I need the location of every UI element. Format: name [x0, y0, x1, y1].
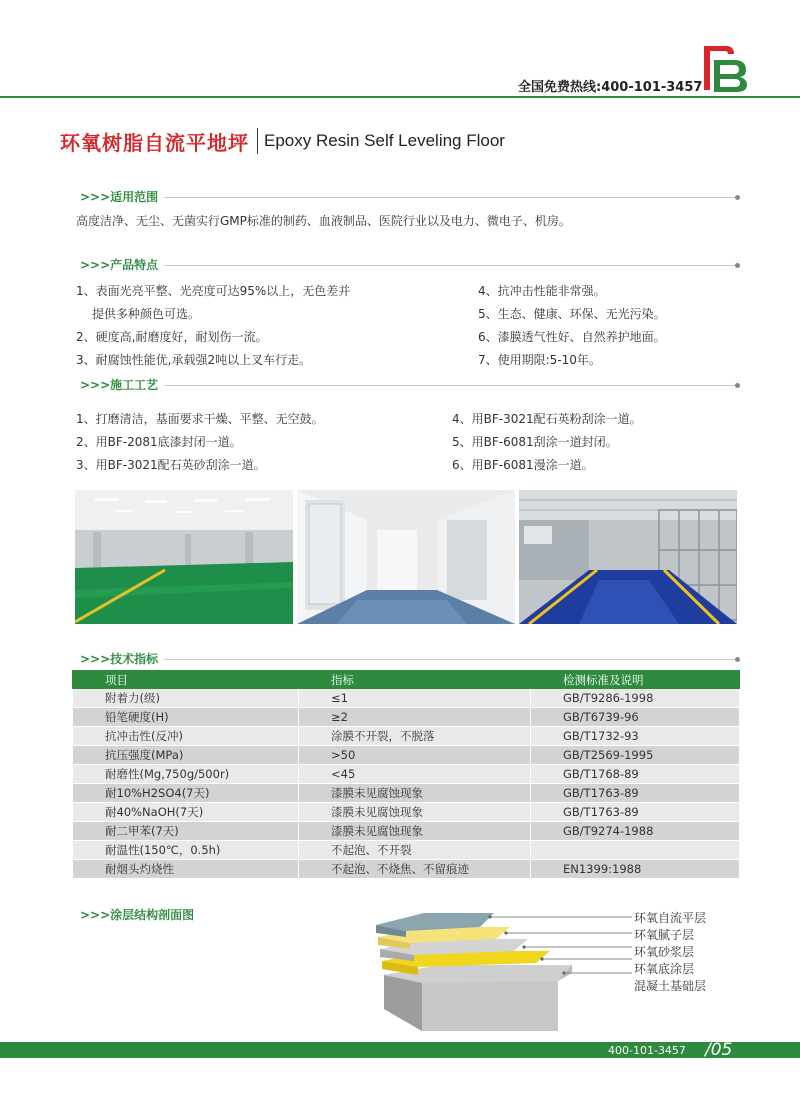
- feature-item: 1、表面光亮平整、光亮度可达95%以上，无色差并: [76, 284, 351, 298]
- feature-item: 6、漆膜透气性好、自然养护地面。: [478, 330, 666, 344]
- photo-blue-corridor: [297, 490, 515, 624]
- table-cell: 漆膜未见腐蚀现象: [299, 803, 531, 822]
- table-row: [73, 765, 740, 784]
- feature-item: 5、生态、健康、环保、无光污染。: [478, 307, 666, 321]
- table-cell: GB/T6739-96: [531, 708, 740, 727]
- column-header: 项目: [73, 671, 299, 689]
- table-cell: GB/T1732-93: [531, 727, 740, 746]
- section-rule: [80, 385, 738, 386]
- process-step: 5、用BF-6081刮涂一道封闭。: [452, 435, 618, 449]
- table-cell: GB/T1768-89: [531, 765, 740, 784]
- title-chinese: 环氧树脂自流平地坪: [60, 130, 249, 155]
- section-heading-scope: [80, 188, 738, 204]
- layer-label: 环氧砂浆层: [634, 945, 695, 959]
- table-cell: [531, 841, 740, 860]
- table-cell: 涂膜不开裂，不脱落: [299, 727, 531, 746]
- photo-blue-workshop: [519, 490, 737, 624]
- table-cell: 耐温性(150℃，0.5h): [73, 841, 299, 860]
- section-rule: [80, 659, 738, 660]
- page-title: [60, 128, 505, 154]
- section-label: >>>施工工艺: [80, 376, 164, 393]
- table-row: [73, 841, 740, 860]
- table-cell: ≤1: [299, 689, 531, 708]
- table-cell: 抗冲击性(反冲): [73, 727, 299, 746]
- table-cell: 耐10%H2SO4(7天): [73, 784, 299, 803]
- column-header: 检测标准及说明: [531, 671, 740, 689]
- table-cell: 不起泡、不烧焦、不留痕迹: [299, 860, 531, 879]
- layer-cross-section-diagram: [370, 905, 640, 1035]
- table-cell: 铅笔硬度(H): [73, 708, 299, 727]
- section-heading-layers: [80, 906, 220, 922]
- table-cell: 耐二甲苯(7天): [73, 822, 299, 841]
- section-heading-specs: [80, 650, 738, 666]
- process-step: 1、打磨清洁，基面要求干燥、平整、无空鼓。: [76, 412, 324, 426]
- page-number: /05: [705, 1040, 733, 1060]
- table-cell: >50: [299, 746, 531, 765]
- section-label: >>>技术指标: [80, 650, 164, 667]
- table-cell: 耐磨性(Mg,750g/500r): [73, 765, 299, 784]
- photo-green-floor: [75, 490, 293, 624]
- table-cell: GB/T1763-89: [531, 803, 740, 822]
- table-header-row: [73, 671, 740, 689]
- section-dot: [735, 195, 740, 200]
- feature-item: 提供多种颜色可选。: [92, 307, 201, 321]
- table-cell: 附着力(级): [73, 689, 299, 708]
- table-cell: EN1399:1988: [531, 860, 740, 879]
- section-dot: [735, 263, 740, 268]
- hotline-text: 全国免费热线:400-101-3457: [518, 80, 703, 95]
- title-divider: [257, 128, 258, 154]
- layer-label: 混凝土基础层: [634, 979, 707, 993]
- table-cell: GB/T9286-1998: [531, 689, 740, 708]
- table-cell: GB/T2569-1995: [531, 746, 740, 765]
- table-cell: 抗压强度(MPa): [73, 746, 299, 765]
- spec-table: [72, 670, 740, 879]
- table-row: [73, 803, 740, 822]
- layer-label: 环氧腻子层: [634, 928, 695, 942]
- feature-item: 2、硬度高,耐磨度好，耐划伤一流。: [76, 330, 268, 344]
- scope-text: 高度洁净、无尘、无菌实行GMP标准的制药、血液制品、医院行业以及电力、微电子、机房。: [76, 214, 571, 228]
- table-row: [73, 689, 740, 708]
- table-cell: 漆膜未见腐蚀现象: [299, 784, 531, 803]
- table-cell: 不起泡、不开裂: [299, 841, 531, 860]
- process-step: 4、用BF-3021配石英粉刮涂一道。: [452, 412, 642, 426]
- section-rule: [80, 197, 738, 198]
- table-cell: GB/T9274-1988: [531, 822, 740, 841]
- section-label: >>>涂层结构剖面图: [80, 906, 200, 923]
- table-row: [73, 746, 740, 765]
- feature-item: 3、耐腐蚀性能优,承载强2吨以上叉车行走。: [76, 353, 312, 367]
- process-step: 3、用BF-3021配石英砂刮涂一道。: [76, 458, 266, 472]
- table-row: [73, 708, 740, 727]
- footer-phone: 400-101-3457: [608, 1044, 686, 1057]
- section-heading-process: [80, 376, 738, 392]
- section-label: >>>产品特点: [80, 256, 164, 273]
- section-dot: [735, 383, 740, 388]
- table-row: [73, 860, 740, 879]
- table-cell: GB/T1763-89: [531, 784, 740, 803]
- process-step: 2、用BF-2081底漆封闭一道。: [76, 435, 242, 449]
- process-step: 6、用BF-6081漫涂一道。: [452, 458, 594, 472]
- table-row: [73, 727, 740, 746]
- table-cell: 耐40%NaOH(7天): [73, 803, 299, 822]
- section-rule: [80, 265, 738, 266]
- table-row: [73, 784, 740, 803]
- feature-item: 4、抗冲击性能非常强。: [478, 284, 606, 298]
- table-cell: <45: [299, 765, 531, 784]
- title-english: Epoxy Resin Self Leveling Floor: [264, 131, 505, 150]
- header-rule: [0, 96, 800, 98]
- table-row: [73, 822, 740, 841]
- brand-logo: [700, 40, 750, 94]
- feature-item: 7、使用期限:5-10年。: [478, 353, 601, 367]
- table-cell: ≥2: [299, 708, 531, 727]
- table-cell: 漆膜未见腐蚀现象: [299, 822, 531, 841]
- column-header: 指标: [299, 671, 531, 689]
- table-cell: 耐烟头灼烧性: [73, 860, 299, 879]
- layer-label: 环氧底涂层: [634, 962, 695, 976]
- section-dot: [735, 657, 740, 662]
- layer-label: 环氧自流平层: [634, 911, 707, 925]
- section-label: >>>适用范围: [80, 188, 164, 205]
- section-heading-features: [80, 256, 738, 272]
